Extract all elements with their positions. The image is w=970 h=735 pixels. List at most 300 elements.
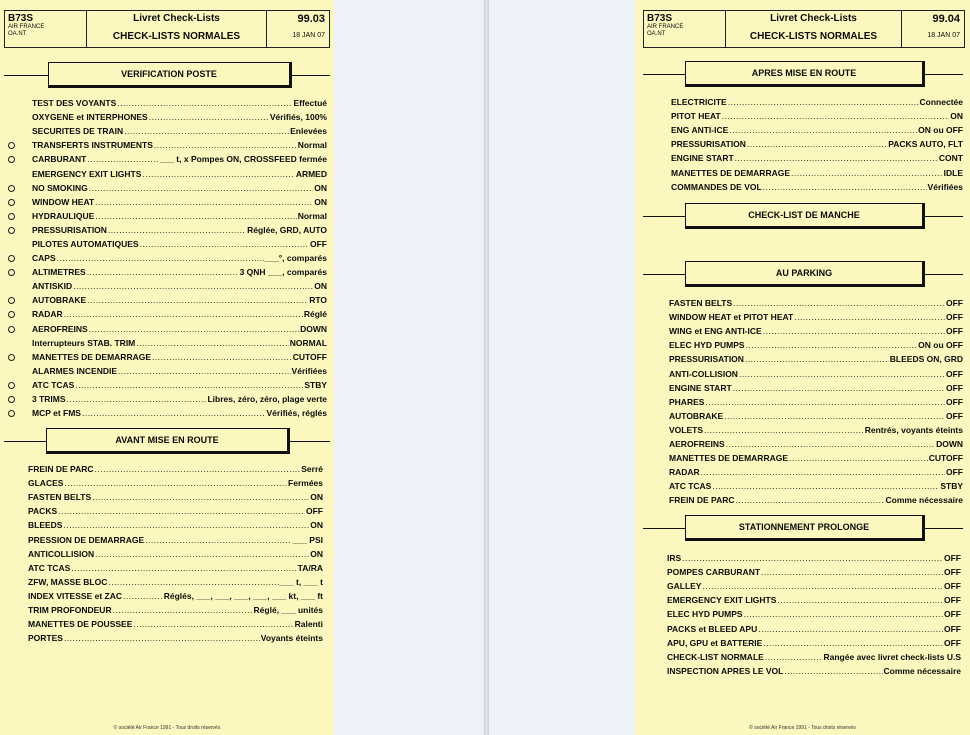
leader-dots [704, 425, 864, 435]
leader-dots [763, 182, 927, 192]
item-value: Fermées [288, 478, 323, 489]
circle-marker-icon [8, 199, 15, 206]
leader-dots [73, 281, 313, 291]
item-label: NO SMOKING [32, 182, 88, 193]
leader-dots [152, 352, 292, 362]
leader-dots [113, 605, 253, 615]
leader-dots [682, 553, 943, 563]
leader-dots [733, 298, 945, 308]
item-label: INSPECTION APRES LE VOL [667, 665, 784, 676]
item-label: FREIN DE PARC [28, 464, 94, 475]
booklet-subtitle: CHECK-LISTS NORMALES [749, 31, 878, 42]
item-label: HYDRAULIQUE [32, 210, 95, 221]
circle-marker-icon [8, 326, 15, 333]
item-label: PILOTES AUTOMATIQUES [32, 238, 139, 249]
department-code: OA.NT [647, 31, 666, 37]
revision-date: 18 JAN 07 [927, 32, 960, 39]
checklist-item [32, 350, 327, 364]
item-value: OFF [946, 410, 963, 421]
item-value: CONT [938, 153, 963, 164]
checklist-item [669, 310, 963, 324]
item-value: OFF [944, 567, 961, 578]
checklist-items-apres-mise-en-route [671, 95, 963, 194]
leader-dots [702, 581, 943, 591]
item-label: IRS [667, 553, 682, 564]
leader-dots [154, 140, 297, 150]
leader-dots [142, 169, 294, 179]
item-value: Enlevées [290, 126, 327, 137]
leader-dots [89, 183, 314, 193]
circle-marker-icon [8, 311, 15, 318]
item-label: COMMANDES DE VOL [671, 181, 762, 192]
checklist-item [667, 664, 961, 678]
item-value: ON [310, 492, 323, 503]
item-label: CAPS [32, 253, 56, 264]
leader-dots [124, 126, 289, 136]
checklist-item [28, 532, 323, 546]
leader-dots [726, 439, 935, 449]
leader-dots [777, 595, 943, 605]
item-label: BLEEDS [28, 520, 63, 531]
checklist-card-right [635, 0, 970, 735]
item-label: INDEX VITESSE et ZAC [28, 590, 122, 601]
company-name: AIR FRANCE [8, 24, 45, 30]
header-title-cell [726, 11, 902, 47]
leader-dots [82, 408, 266, 418]
checklist-item [28, 476, 323, 490]
item-value: ___ PSI [292, 534, 323, 545]
item-label: PRESSURISATION [32, 224, 107, 235]
checklist-item [669, 352, 963, 366]
section-title-box: CHECK-LIST DE MANCHE [685, 203, 925, 229]
leader-dots [108, 225, 246, 235]
checklist-item [671, 95, 963, 109]
checklist-item [667, 636, 961, 650]
item-label: PORTES [28, 633, 63, 644]
item-value: 3 QNH ___, comparés [239, 267, 327, 278]
item-value: OFF [310, 238, 327, 249]
item-label: ALARMES INCENDIE [32, 365, 118, 376]
circle-marker-icon [8, 382, 15, 389]
checklist-item [28, 547, 323, 561]
checklist-items-avant-mise-en-route [28, 462, 323, 645]
item-label: Interrupteurs STAB. TRIM [32, 337, 136, 348]
checklist-item [32, 279, 327, 293]
item-value: Réglée, GRD, AUTO [247, 224, 327, 235]
item-label: APU, GPU et BATTERIE [667, 637, 763, 648]
leader-dots [87, 295, 308, 305]
checklist-item [669, 479, 963, 493]
item-label: CARBURANT [32, 154, 87, 165]
checklist-item [28, 589, 323, 603]
item-label: AUTOBRAKE [32, 295, 87, 306]
booklet-title: Livret Check-Lists [133, 13, 220, 24]
leader-dots [95, 464, 301, 474]
item-value: DOWN [300, 323, 327, 334]
revision-date: 18 JAN 07 [292, 32, 325, 39]
checklist-item [32, 96, 327, 110]
circle-marker-icon [8, 185, 15, 192]
checklist-items-stationnement-prolonge [667, 551, 961, 678]
item-value: TA/RA [297, 562, 323, 573]
circle-marker-icon [8, 297, 15, 304]
leader-dots [745, 354, 889, 364]
checklist-item [32, 209, 327, 223]
checklist-item [32, 166, 327, 180]
item-label: PACKS et BLEED APU [667, 623, 758, 634]
item-value: Vérifiées [291, 365, 327, 376]
item-label: ENG ANTI-ICE [671, 125, 729, 136]
item-value: STBY [940, 481, 963, 492]
item-value: OFF [946, 396, 963, 407]
circle-marker-icon [8, 227, 15, 234]
checklist-item [32, 110, 327, 124]
section-title-box: STATIONNEMENT PROLONGE [685, 515, 925, 541]
checklist-item [32, 364, 327, 378]
leader-dots [140, 239, 309, 249]
item-value: Réglé, ___ unités [253, 604, 323, 615]
copyright-footer: © société Air France 1991 - Tous droits réservés [113, 725, 221, 731]
item-value: Libres, zéro, zéro, plage verte [207, 394, 327, 405]
item-value: ON [310, 548, 323, 559]
item-value: ON [310, 520, 323, 531]
item-value: ___°, comparés [264, 253, 327, 264]
item-label: ENGINE START [669, 382, 732, 393]
checklist-item [28, 518, 323, 532]
checklist-item [671, 123, 963, 137]
item-value: Réglés, ___, ___, ___, ___, ___ kt, ___ ft [163, 590, 323, 601]
item-label: MANETTES DE DEMARRAGE [671, 167, 791, 178]
leader-dots [701, 467, 945, 477]
checklist-item [32, 124, 327, 138]
header-number-cell [267, 11, 329, 47]
section-title-verification-poste [4, 62, 330, 88]
checklist-item [28, 631, 323, 645]
leader-dots [149, 112, 269, 122]
item-label: MANETTES DE DEMARRAGE [32, 351, 152, 362]
leader-dots [92, 492, 309, 502]
item-label: CHECK-LIST NORMALE [667, 651, 764, 662]
leader-dots [784, 666, 882, 676]
checklist-item [32, 251, 327, 265]
card-header [4, 10, 330, 48]
section-title-box: AVANT MISE EN ROUTE [46, 428, 290, 454]
leader-dots [794, 312, 945, 322]
item-label: POMPES CARBURANT [667, 567, 761, 578]
item-value: Effectué [293, 98, 327, 109]
checklist-item [32, 322, 327, 336]
leader-dots [145, 535, 292, 545]
checklist-items-au-parking [669, 296, 963, 507]
circle-marker-icon [8, 269, 15, 276]
booklet-title: Livret Check-Lists [770, 13, 857, 24]
item-value: OFF [944, 609, 961, 620]
section-title-stationnement-prolonge [643, 515, 963, 541]
item-label: TEST DES VOYANTS [32, 98, 117, 109]
leader-dots [763, 638, 943, 648]
section-title-au-parking [643, 261, 963, 287]
item-value: OFF [944, 595, 961, 606]
item-value: Normal [297, 140, 327, 151]
item-label: MANETTES DE POUSSEE [28, 619, 133, 630]
item-label: ALTIMETRES [32, 267, 86, 278]
checklist-items-verification-poste [32, 96, 327, 420]
item-label: ATC TCAS [28, 562, 71, 573]
item-value: OFF [944, 581, 961, 592]
item-label: ATC TCAS [32, 379, 75, 390]
leader-dots [63, 520, 309, 530]
leader-dots [58, 506, 305, 516]
item-label: RADAR [669, 467, 700, 478]
aircraft-code: B73S [647, 13, 673, 24]
item-value: DOWN [936, 438, 963, 449]
item-value: Vérifiées [927, 181, 963, 192]
item-value: PACKS AUTO, FLT [888, 139, 963, 150]
checklist-item [28, 504, 323, 518]
item-value: Comme nécessaire [885, 495, 963, 506]
checklist-item [28, 575, 323, 589]
item-value: OFF [946, 312, 963, 323]
item-value: OFF [946, 368, 963, 379]
item-label: AEROFREINS [669, 438, 725, 449]
item-value: Vérifiés, réglés [266, 408, 327, 419]
item-label: PITOT HEAT [671, 111, 721, 122]
checklist-item [669, 324, 963, 338]
leader-dots [64, 309, 303, 319]
leader-dots [747, 139, 887, 149]
item-value: ON ou OFF [918, 340, 963, 351]
page-number: 99.04 [932, 13, 960, 25]
section-title-box: VERIFICATION POSTE [48, 62, 292, 88]
checklist-item [32, 336, 327, 350]
checklist-item [671, 151, 963, 165]
item-label: GLACES [28, 478, 64, 489]
circle-marker-icon [8, 410, 15, 417]
item-value: ON [950, 111, 963, 122]
leader-dots [789, 453, 928, 463]
item-value: NORMAL [289, 337, 327, 348]
card-header [643, 10, 965, 48]
checklist-card-left [0, 0, 334, 735]
item-value: RTO [309, 295, 327, 306]
item-value: OFF [306, 506, 323, 517]
item-value: IDLE [943, 167, 963, 178]
item-label: ANTISKID [32, 281, 73, 292]
item-label: VOLETS [669, 424, 704, 435]
section-title-avant-mise-en-route [4, 428, 330, 454]
checklist-item [32, 392, 327, 406]
item-label: TRIM PROFONDEUR [28, 604, 112, 615]
section-title-box: APRES MISE EN ROUTE [685, 61, 925, 87]
checklist-item [667, 607, 961, 621]
item-value: Voyants éteints [260, 633, 323, 644]
checklist-item [667, 593, 961, 607]
item-value: STBY [304, 379, 327, 390]
item-label: AUTOBRAKE [669, 410, 724, 421]
leader-dots [712, 481, 939, 491]
checklist-item [671, 165, 963, 179]
section-title-box: AU PARKING [685, 261, 925, 287]
checklist-item [669, 465, 963, 479]
page-gap-right [489, 0, 635, 735]
checklist-item [669, 366, 963, 380]
checklist-item [669, 381, 963, 395]
item-label: SECURITES DE TRAIN [32, 126, 124, 137]
circle-marker-icon [8, 255, 15, 262]
item-label: EMERGENCY EXIT LIGHTS [32, 168, 142, 179]
item-value: ON [314, 196, 327, 207]
item-value: Serré [301, 464, 323, 475]
checklist-item [667, 565, 961, 579]
item-label: FASTEN BELTS [669, 298, 733, 309]
checklist-item [667, 621, 961, 635]
header-title-cell [87, 11, 267, 47]
department-code: OA.NT [8, 31, 27, 37]
leader-dots [123, 591, 163, 601]
item-value: ___ t, ___ t [279, 576, 323, 587]
circle-marker-icon [8, 396, 15, 403]
leader-dots [724, 411, 945, 421]
item-label: ELEC HYD PUMPS [667, 609, 743, 620]
item-label: RADAR [32, 309, 63, 320]
checklist-item [32, 138, 327, 152]
header-number-cell [902, 11, 964, 47]
item-label: ELECTRICITE [671, 97, 727, 108]
item-label: ENGINE START [671, 153, 734, 164]
item-value: OFF [946, 298, 963, 309]
company-name: AIR FRANCE [647, 24, 684, 30]
item-label: WINDOW HEAT et PITOT HEAT [669, 312, 794, 323]
copyright-footer: © société Air France 1991 - Tous droits réservés [749, 725, 856, 731]
item-label: PRESSION DE DEMARRAGE [28, 534, 145, 545]
leader-dots [71, 563, 296, 573]
item-label: WINDOW HEAT [32, 196, 95, 207]
leader-dots [118, 366, 291, 376]
item-value: ARMED [295, 168, 327, 179]
section-title-apres-mise-en-route [643, 61, 963, 87]
header-code-cell [5, 11, 87, 47]
leader-dots [89, 324, 299, 334]
item-label: ZFW, MASSE BLOC [28, 576, 108, 587]
checklist-item [32, 265, 327, 279]
leader-dots [108, 577, 278, 587]
item-value: ON [314, 281, 327, 292]
checklist-item [671, 137, 963, 151]
checklist-item [32, 378, 327, 392]
checklist-item [28, 561, 323, 575]
checklist-item [32, 406, 327, 420]
circle-marker-icon [8, 142, 15, 149]
item-label: PRESSURISATION [671, 139, 746, 150]
circle-marker-icon [8, 156, 15, 163]
leader-dots [87, 154, 158, 164]
item-value: BLEEDS ON, GRD [889, 354, 963, 365]
booklet-subtitle: CHECK-LISTS NORMALES [112, 31, 241, 42]
item-value: Vérifiés, 100% [269, 112, 327, 123]
leader-dots [95, 211, 296, 221]
leader-dots [95, 549, 309, 559]
item-label: FREIN DE PARC [669, 495, 735, 506]
leader-dots [733, 383, 945, 393]
leader-dots [136, 338, 288, 348]
header-code-cell [644, 11, 726, 47]
leader-dots [75, 380, 303, 390]
leader-dots [705, 397, 945, 407]
leader-dots [133, 619, 293, 629]
leader-dots [746, 340, 918, 350]
item-label: TRANSFERTS INSTRUMENTS [32, 140, 153, 151]
leader-dots [758, 624, 943, 634]
checklist-item [669, 451, 963, 465]
item-label: FASTEN BELTS [28, 492, 92, 503]
checklist-item [671, 180, 963, 194]
checklist-item [671, 109, 963, 123]
item-label: PHARES [669, 396, 705, 407]
checklist-item [669, 296, 963, 310]
checklist-item [669, 338, 963, 352]
checklist-item [28, 603, 323, 617]
item-label: WING et ENG ANTI-ICE [669, 326, 762, 337]
checklist-item [667, 551, 961, 565]
leader-dots [722, 111, 950, 121]
item-value: OFF [946, 382, 963, 393]
item-value: OFF [946, 467, 963, 478]
leader-dots [728, 97, 919, 107]
section-title-check-list-de-manche [643, 203, 963, 229]
checklist-item [32, 223, 327, 237]
checklist-item [32, 195, 327, 209]
leader-dots [57, 253, 264, 263]
circle-marker-icon [8, 213, 15, 220]
item-label: EMERGENCY EXIT LIGHTS [667, 595, 777, 606]
circle-marker-icon [8, 354, 15, 361]
checklist-item [28, 617, 323, 631]
item-label: OXYGENE et INTERPHONES [32, 112, 148, 123]
item-value: Rentrés, voyants éteints [864, 424, 963, 435]
checklist-item [32, 237, 327, 251]
checklist-item [32, 307, 327, 321]
item-label: ELEC HYD PUMPS [669, 340, 745, 351]
leader-dots [95, 197, 313, 207]
leader-dots [64, 478, 287, 488]
checklist-item [669, 409, 963, 423]
aircraft-code: B73S [8, 13, 34, 24]
item-label: GALLEY [667, 581, 702, 592]
checklist-item [669, 493, 963, 507]
item-value: ON ou OFF [918, 125, 963, 136]
item-value: Rangée avec livret check-lists U.S [823, 651, 961, 662]
checklist-item [669, 423, 963, 437]
checklist-item [28, 462, 323, 476]
leader-dots [67, 394, 207, 404]
leader-dots [87, 267, 239, 277]
item-value: CUTOFF [292, 351, 327, 362]
item-value: Comme nécessaire [883, 665, 961, 676]
checklist-item [669, 395, 963, 409]
item-label: ATC TCAS [669, 481, 712, 492]
item-value: OFF [944, 637, 961, 648]
item-label: PACKS [28, 506, 58, 517]
item-label: ANTICOLLISION [28, 548, 95, 559]
item-value: OFF [944, 553, 961, 564]
item-label: AEROFREINS [32, 323, 88, 334]
leader-dots [763, 326, 945, 336]
checklist-item [32, 293, 327, 307]
leader-dots [735, 153, 938, 163]
checklist-item [28, 490, 323, 504]
leader-dots [765, 652, 823, 662]
item-value: Réglé [303, 309, 327, 320]
